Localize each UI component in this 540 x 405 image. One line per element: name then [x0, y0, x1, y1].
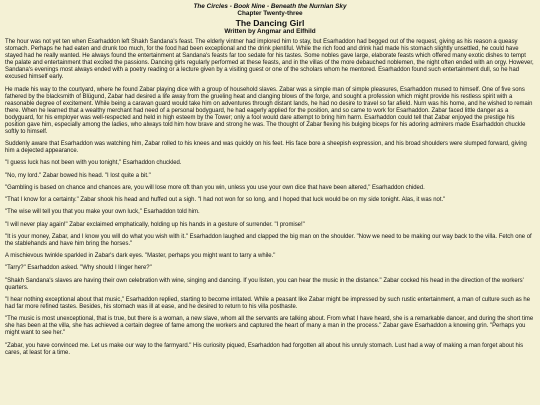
paragraph: "I guess luck has not been with you tonight," Esarhaddon chuckled. [5, 160, 182, 167]
chapter-title: The Dancing Girl [235, 17, 305, 28]
paragraph: "Zabar, you have convinced me. Let us make our way to the farmyard." His curiosity piqued, Esarhaddon had forgotten all about his unruly stomach. Lust had a way of making a man forget about his cares, at least for a time. [5, 342, 524, 356]
chapter-number: Chapter Twenty-three [237, 10, 303, 18]
paragraph: "It is your money, Zabar, and I know you will do what you wish with it." Esarhaddon laughed and clapped the big man on the shoulder. "Now we need to be making our way back to the villa. Fetch one of the stablehands and have him bring the horses." [5, 233, 532, 247]
paragraph: A mischievous twinkle sparkled in Zabar's dark eyes. "Master, perhaps you might want to tarry a while." [5, 253, 276, 260]
paragraph: Suddenly aware that Esarhaddon was watching him, Zabar rolled to his knees and was quickly on his feet. His face bore a sheepish expression, and his broad shoulders were slumped forward, giving him a dejected appearance. [5, 141, 527, 155]
chapter-header [5, 3, 535, 35]
paragraph: "I hear nothing exceptional about that music," Esarhaddon replied, starting to become irritated. While a peasant like Zabar might be impressed by such rustic entertainment, a man of culture such as he had far more refined tastes. Besides, his stomach was ill at ease, and he desired to return to his villa posthaste. [5, 296, 531, 310]
paragraph: "Tarry?" Esarhaddon asked. "Why should I linger here?" [5, 265, 152, 272]
paragraph: "Gambling is based on chance and chances are, you will lose more oft than you win, unless you use your own dice that have been altered," Esarhaddon chided. [5, 184, 425, 191]
paragraph: "That I know for a certainty." Zabar shook his head and huffed out a sigh. "I had not won for so long, and I hoped that luck would be on my side tonight. Alas, it was not." [5, 197, 446, 204]
series-title: The Circles - Book Nine - Beneath the Nurnian Sky [193, 3, 347, 10]
chapter-body [5, 39, 535, 356]
paragraph: The hour was not yet ten when Esarhaddon left Shakh Sandana's feast. The elderly vintner had implored him to stay, but Esarhaddon had begged out of the request, giving as his reason a queasy stomach. Perhaps he had eaten and drunk too much, for the food had been exceptional and the drink plentiful. While the rich food and drink had made his stomach slightly unsettled, he could have stayed had he really wanted. He always found the entertainment at Sandana's feasts far too sedate for his tastes. Some nobles gave large, elaborate feasts which offered many exotic dishes to tempt the palate and entertainment that excited the passions. Dancing girls regularly performed at these feasts, and in the villas of the more debauched noblemen, the night often ended with an orgy. However, Sandana's evenings most always ended with a poetry reading or a lecture given by a visiting guest or one of the scholars whom he mentored. Esarhaddon found such entertainment dull, so he had excused himself early. [5, 39, 534, 81]
paragraph: "No, my lord." Zabar bowed his head. "I lost quite a bit." [5, 172, 151, 179]
paragraph: "I will never play again!" Zabar exclaimed emphatically, holding up his hands in a gesture of surrender. "I promise!" [5, 221, 305, 228]
author-byline: Written by Angmar and Elfhild [224, 27, 316, 35]
paragraph: "Shakh Sandana's slaves are having their own celebration with wine, singing and dancing. If you listen, you can hear the music in the distance." Zabar cocked his head in the direction of the workers' quarters. [5, 277, 524, 291]
paragraph: "The music is most unexceptional, that is true, but there is a woman, a new slave, whom all the servants are talking about. From what I have heard, she is a remarkable dancer, and during the short time she has been at the villa, she has achieved a certain degree of fame among the workers and captured the heart of many a man in the process." Zabar gave Esarhaddon a knowing grin. "Perhaps you might want to see her." [5, 316, 534, 337]
paragraph: He made his way to the courtyard, where he found Zabar playing dice with a group of household slaves. Zabar was a simple man of simple pleasures, Esarhaddon mused to himself. One of five sons fathered by the blacksmith of Blügund, Zabar had desired a life away from the grueling heat and clanging blows of the forge, and sought a profession which might provide his restless spirit with a reasonable degree of excitement. While being a caravan guard would take him on adventures through distant lands, he had no desire to travel so far afield. Nurn was his home, and he wished to remain there. When he learned that a wealthy merchant had need of a personal bodyguard, he had eagerly applied for the position, and so came to work for Esarhaddon. Zabar faced little danger as a bodyguard, for his employer was well-respected and held in high esteem by the Tower; only a fool would dare attempt to bring him harm. Esarhaddon could tell that Zabar enjoyed the prestige his position gave him, especially among the ladies, who always told him how brave and strong he was. The thought of Zabar flexing his bulging biceps for his adoring admirers made Esarhaddon chuckle softly to himself. [5, 86, 533, 135]
paragraph: "The wise will tell you that you make your own luck," Esarhaddon told him. [5, 209, 200, 216]
